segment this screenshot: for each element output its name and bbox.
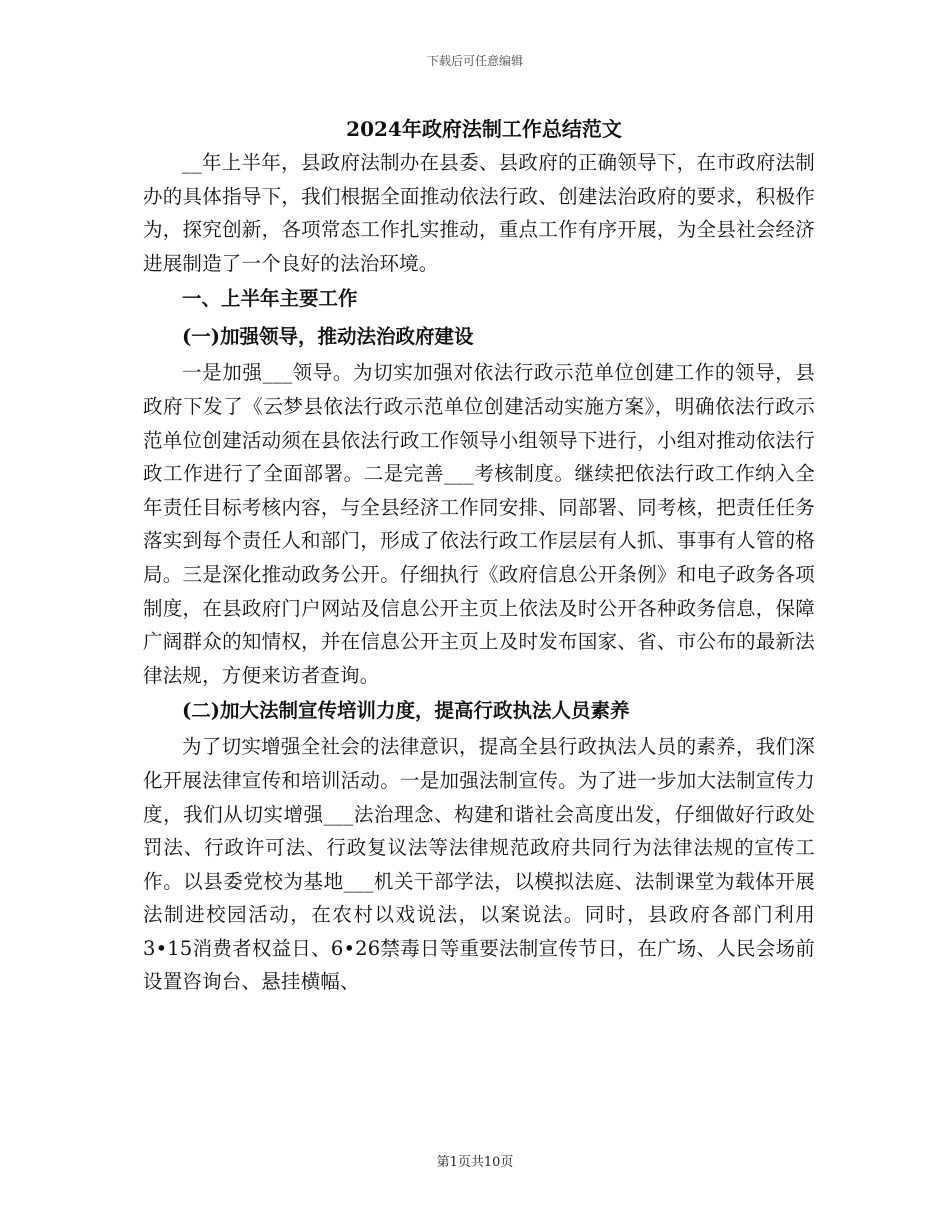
subsection-heading: (一)加强领导，推动法治政府建设 [182,325,474,349]
document-title: 2024年政府法制工作总结范文 [346,117,622,141]
document-body [143,112,815,999]
section-heading: 一、上半年主要工作 [182,287,358,311]
paragraph-leadership: 一是加强___领导。为切实加强对依法行政示范单位创建工作的领导，县政府下发了《云梦县依法行政示范单位创建活动实施方案》，明确依法行政示范单位创建活动须在县依法行政工作领导小组领导下进行，小组对推动依法行政工作进行了全面部署。二是完善___考核制度。继续把依法行政工作纳入全年责任目标考核内容，与全县经济工作同安排、同部署、同考核，把责任任务落实到每个责任人和部门，形成了依法行政工作层层有人抓、事事有人管的格局。三是深化推动政务公开。仔细执行《政府信息公开条例》和电子政务各项制度，在县政府门户网站及信息公开主页上依法及时公开各种政务信息，保障广阔群众的知情权，并在信息公开主页上及时发布国家、省、市公布的最新法律法规，方便来访者查询。 [143,361,815,687]
paragraph-intro: __年上半年，县政府法制办在县委、县政府的正确领导下，在市政府法制办的具体指导下，我们根据全面推动依法行政、创建法治政府的要求，积极作为，探究创新，各项常态工作扎实推动，重点工作有序开展，为全县社会经济进展制造了一个良好的法治环境。 [143,151,815,275]
page-footer: 第1页共10页 [436,1155,514,1170]
subsection-heading: (二)加大法制宣传培训力度，提高行政执法人员素养 [182,699,630,723]
paragraph-publicity: 为了切实增强全社会的法律意识，提高全县行政执法人员的素养，我们深化开展法律宣传和培训活动。一是加强法制宣传。为了进一步加大法制宣传力度，我们从切实增强___法治理念、构建和谐社会高度出发，仔细做好行政处罚法、行政许可法、行政复议法等法律规范政府共同行为法律法规的宣传工作。以县委党校为基地___机关干部学法，以模拟法庭、法制课堂为载体开展法制进校园活动，在农村以戏说法，以案说法。同时，县政府各部门利用3•15消费者权益日、6•26禁毒日等重要法制宣传节日，在广场、人民会场前设置咨询台、悬挂横幅、 [143,735,815,994]
header-note: 下载后可任意编辑 [426,54,523,68]
